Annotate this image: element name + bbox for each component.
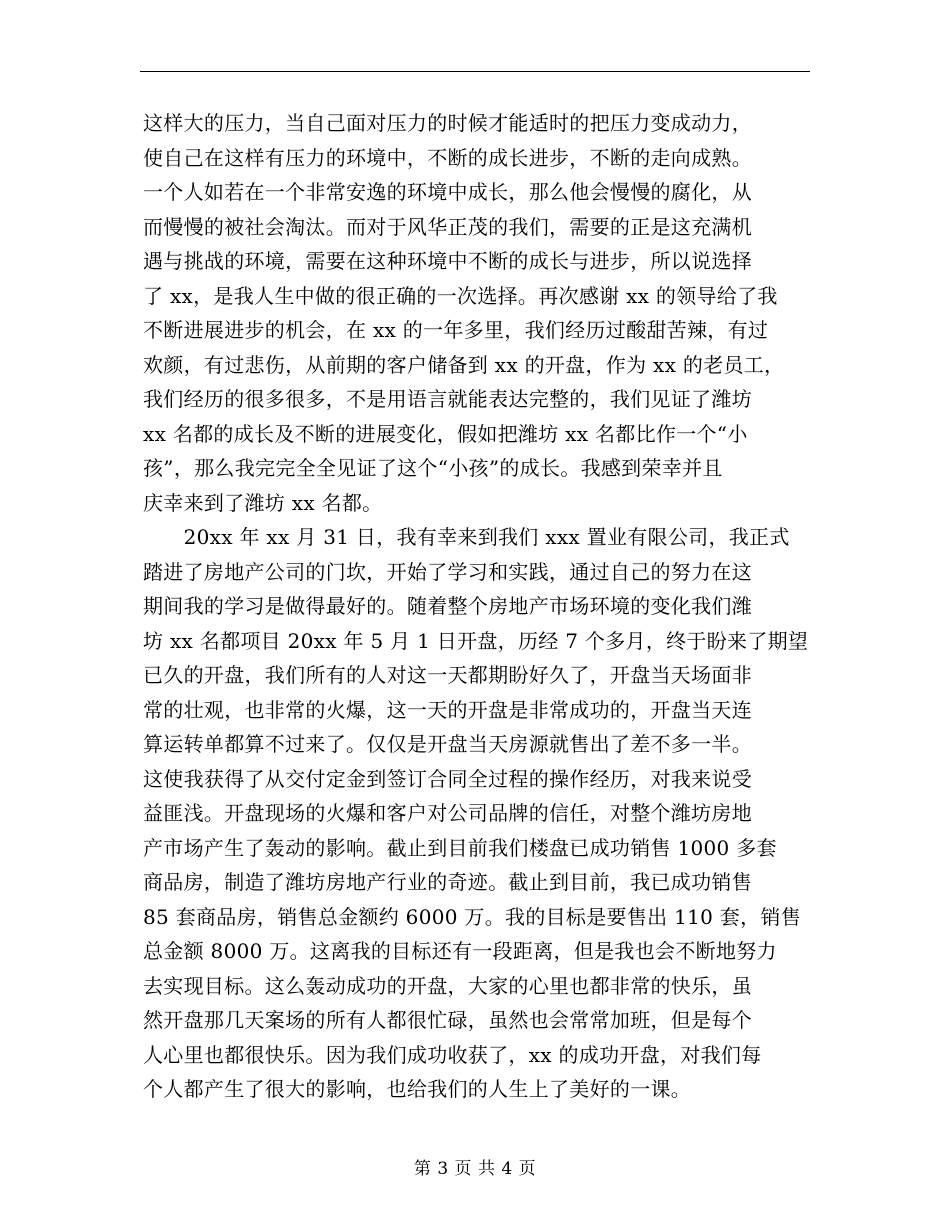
text-line: 一个人如若在一个非常安逸的环境中成长，那么他会慢慢的腐化，从 bbox=[143, 180, 752, 204]
text-line: 算运转单都算不过来了。仅仅是开盘当天房源就售出了差不多一半。 bbox=[143, 732, 752, 756]
text-line: 20xx 年 xx 月 31 日，我有幸来到我们 xxx 置业有限公司，我正式 bbox=[143, 525, 790, 549]
text-line: 85 套商品房，销售总金额约 6000 万。我的目标是要售出 110 套，销售 bbox=[143, 904, 802, 929]
text-line: 了 xx，是我人生中做的很正确的一次选择。再次感谢 xx 的领导给了我 bbox=[143, 283, 778, 308]
text-line: 益匪浅。开盘现场的火爆和客户对公司品牌的信任，对整个潍坊房地 bbox=[143, 801, 752, 825]
text-line: 我们经历的很多很多，不是用语言就能表达完整的，我们见证了潍坊 bbox=[143, 387, 752, 411]
text-line: 遇与挑战的环境，需要在这种环境中不断的成长与进步，所以说选择 bbox=[143, 249, 752, 273]
text-line: 已久的开盘，我们所有的人对这一天都期盼好久了，开盘当天场面非 bbox=[143, 663, 752, 687]
header-rule bbox=[140, 71, 810, 72]
text-line: 常的壮观，也非常的火爆，这一天的开盘是非常成功的，开盘当天连 bbox=[143, 697, 752, 722]
text-line: 总金额 8000 万。这离我的目标还有一段距离，但是我也会不断地努力 bbox=[143, 939, 777, 963]
text-line: 产市场产生了轰动的影响。截止到目前我们楼盘已成功销售 1000 多套 bbox=[143, 835, 777, 860]
text-line: 去实现目标。这么轰动成功的开盘，大家的心里也都非常的快乐，虽 bbox=[143, 973, 752, 998]
text-line: 商品房，制造了潍坊房地产行业的奇迹。截止到目前，我已成功销售 bbox=[143, 870, 752, 894]
text-line: 欢颜，有过悲伤，从前期的客户储备到 xx 的开盘，作为 xx 的老员工， bbox=[143, 352, 785, 377]
text-line: 个人都产生了很大的影响，也给我们的人生上了美好的一课。 bbox=[143, 1077, 692, 1101]
text-line: 孩”，那么我完完全全见证了这个“小孩”的成长。我感到荣幸并且 bbox=[143, 456, 723, 480]
text-line: 人心里也都很快乐。因为我们成功收获了，xx 的成功开盘，对我们每 bbox=[143, 1042, 762, 1067]
text-line: 这使我获得了从交付定金到签订合同全过程的操作经历，对我来说受 bbox=[143, 766, 752, 791]
text-line: 期间我的学习是做得最好的。随着整个房地产市场环境的变化我们潍 bbox=[143, 594, 752, 618]
text-line: 而慢慢的被社会淘汰。而对于风华正茂的我们，需要的正是这充满机 bbox=[143, 214, 752, 239]
text-line: 不断进展进步的机会，在 xx 的一年多里，我们经历过酸甜苦辣，有过 bbox=[143, 318, 769, 342]
text-line: 庆幸来到了潍坊 xx 名都。 bbox=[143, 490, 383, 515]
text-line: 这样大的压力，当自己面对压力的时候才能适时的把压力变成动力， bbox=[143, 111, 752, 135]
text-line: 然开盘那几天案场的所有人都很忙碌，虽然也会常常加班，但是每个 bbox=[143, 1008, 752, 1032]
page-number-footer: 第 3 页 共 4 页 bbox=[413, 1159, 537, 1179]
text-line: 踏进了房地产公司的门坎，开始了学习和实践，通过自己的努力在这 bbox=[143, 559, 752, 584]
text-line: 使自己在这样有压力的环境中，不断的成长进步，不断的走向成熟。 bbox=[143, 145, 752, 170]
text-line: 坊 xx 名都项目 20xx 年 5 月 1 日开盘，历经 7 个多月，终于盼来了期望 bbox=[143, 628, 809, 653]
document-body bbox=[143, 106, 813, 1107]
text-line: xx 名都的成长及不断的进展变化，假如把潍坊 xx 名都比作一个“小 bbox=[143, 421, 748, 446]
